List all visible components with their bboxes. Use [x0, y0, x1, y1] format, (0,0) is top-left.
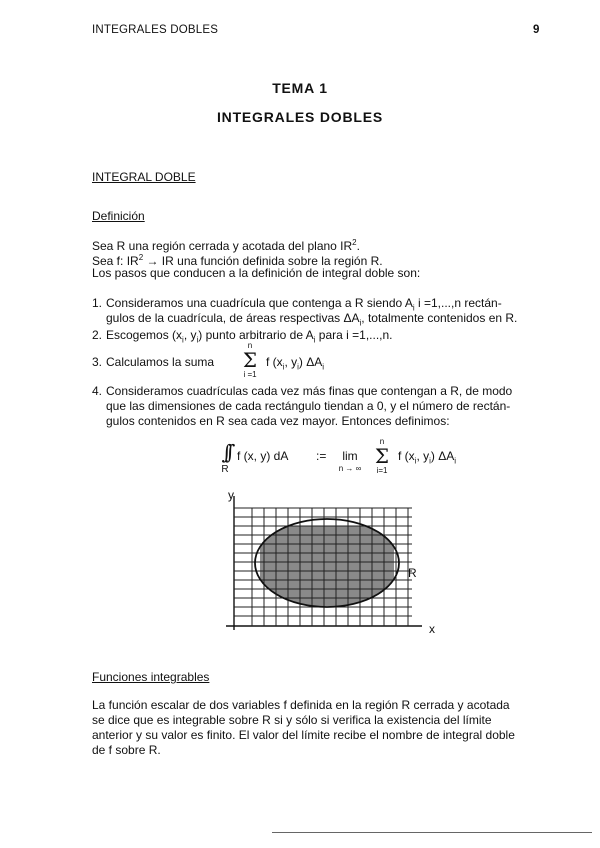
paragraph-line-2: se dice que es integrable sobre R si y sólo si verifica la existencia del límite — [92, 713, 492, 727]
chapter-title: TEMA 1 — [272, 80, 328, 96]
running-header: INTEGRALES DOBLES — [92, 24, 219, 36]
definition-symbol: := — [316, 449, 327, 463]
intro-line-3: Los pasos que conducen a la definición de integral doble son: — [92, 266, 421, 280]
page-number: 9 — [533, 24, 540, 36]
step-1-line-2: gulos de la cuadrícula, de áreas respectivas $\Delta A_i$, totalmente contenidos en R. — [106, 311, 518, 328]
step-2-text: Escogemos ($x_i$, $y_i$) punto arbitrario de $A_i$ para i =1,...,n. — [106, 328, 393, 345]
region-label: R — [408, 566, 417, 580]
paragraph-line-4: de f sobre R. — [92, 743, 161, 757]
shaded-rectangles — [260, 526, 394, 606]
intro-line-1: Sea R una región cerrada y acotada del plano $IR^2$. — [92, 238, 360, 253]
step-4-line-1: Consideramos cuadrículas cada vez más finas que contengan a R, de modo — [106, 384, 513, 398]
step-1-line-1: Consideramos una cuadrícula que contenga a R siendo $A_i$ i =1,...,n rectán- — [106, 296, 502, 313]
subheading-definicion: Definición — [92, 209, 145, 223]
double-integral-symbol: ∫∫ — [221, 440, 229, 464]
double-integral — [215, 440, 235, 475]
integrand: f (x, y) dA — [237, 449, 289, 463]
step-4-number: 4. — [92, 384, 103, 398]
step-4-line-2: que las dimensiones de cada rectángulo tiendan a 0, y el número de rectán- — [106, 399, 511, 413]
paragraph-line-1: La función escalar de dos variables f definida en la región R cerrada y acotada — [92, 698, 510, 712]
integral-region-label: R — [221, 464, 229, 475]
step-3-summation: n Σ i =1 — [240, 341, 260, 379]
sigma-symbol: Σ — [242, 348, 258, 372]
step-3-text: Calculamos la suma — [106, 355, 215, 369]
chapter-subtitle: INTEGRALES DOBLES — [216, 109, 384, 125]
section-heading-funciones-integrables: Funciones integrables — [92, 670, 210, 684]
scan-footer-line — [272, 832, 592, 833]
intro-line-2: Sea f: $IR^2$ → IR una función definida sobre la región R. — [92, 253, 383, 268]
step-4-line-3: gulos contenidos en R sea cada vez mayor. Entonces definimos: — [106, 414, 450, 428]
sigma-symbol: Σ — [374, 444, 390, 468]
step-1-number: 1. — [92, 296, 103, 310]
formula-summation: n Σ i=1 — [372, 437, 392, 475]
step-3-number: 3. — [92, 355, 103, 369]
limit: lim n → ∞ — [338, 449, 362, 473]
section-heading-integral-doble: INTEGRAL DOBLE — [92, 170, 196, 184]
step-2-number: 2. — [92, 328, 103, 342]
step-3-expression: f ($x_i$, $y_i$) $\Delta A_i$ — [266, 355, 325, 372]
formula-rhs: f ($x_i$, $y_i$) $\Delta A_i$ — [398, 449, 457, 466]
paragraph-line-3: anterior y su valor es finito. El valor del límite recibe el nombre de integral doble — [92, 728, 515, 742]
x-axis-label: x — [429, 622, 435, 636]
y-axis-label: y — [228, 488, 234, 502]
